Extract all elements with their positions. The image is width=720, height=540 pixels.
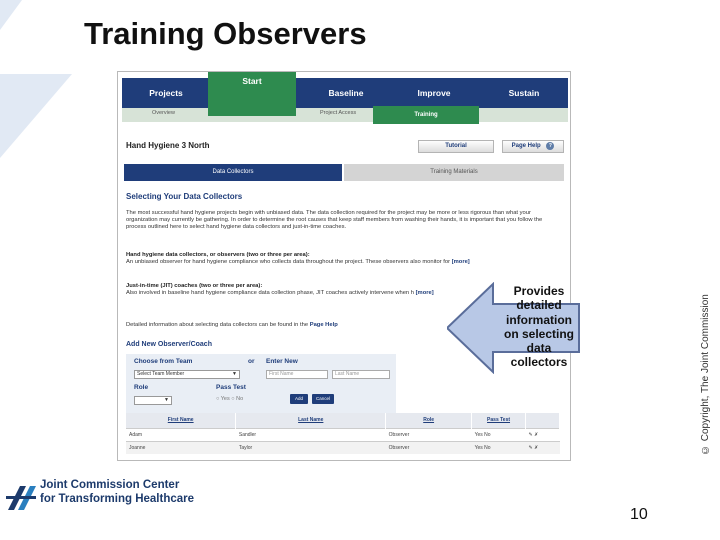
cell-first-name: Adam — [126, 428, 236, 441]
header-actions — [526, 413, 560, 428]
logo-line-1: Joint Commission Center — [40, 479, 180, 491]
team-member-select[interactable] — [134, 370, 240, 379]
first-name-input[interactable]: First Name — [266, 370, 328, 379]
header-last-name[interactable]: Last Name — [236, 413, 386, 428]
cell-last-name: Sandler — [236, 428, 386, 441]
jit-text: Also involved in baseline hand hygiene compliance data collection phase, JIT coaches actively intervene when h — [126, 290, 414, 297]
subnav-project-access[interactable]: Project Access — [320, 110, 357, 116]
cancel-button[interactable]: Cancel — [312, 394, 334, 404]
add-button[interactable]: Add — [290, 394, 308, 404]
subnav-overview[interactable]: Overview — [152, 110, 175, 116]
detail-line — [126, 322, 496, 329]
tutorial-button[interactable]: Tutorial — [418, 140, 494, 153]
page-number: 10 — [630, 506, 648, 523]
nav-improve[interactable]: Improve — [417, 88, 451, 98]
cell-edit-delete-icon[interactable]: ✎ ✗ — [526, 428, 560, 441]
help-icon: ? — [546, 142, 554, 150]
observers-more-link[interactable]: [more] — [451, 259, 470, 266]
app-screenshot — [117, 71, 571, 461]
cell-pass-test[interactable]: Yes No — [472, 428, 526, 441]
chevron-down-icon: ▼ — [232, 371, 237, 377]
nav-start[interactable]: Start — [208, 71, 296, 116]
page-help-label: Page Help — [511, 143, 541, 149]
tab-data-collectors[interactable]: Data Collectors — [124, 164, 342, 181]
corner-decoration — [0, 0, 80, 160]
nav-baseline[interactable]: Baseline — [328, 88, 364, 98]
subnav-training[interactable]: Training — [373, 106, 479, 124]
radio-no-icon[interactable]: ○ — [231, 396, 235, 402]
cell-role: Observer — [386, 428, 472, 441]
joint-commission-logo — [6, 478, 206, 522]
header-pass-test: Pass Test — [472, 413, 526, 428]
choose-team-label: Choose from Team — [134, 358, 193, 365]
radio-yes-label: Yes — [220, 396, 230, 402]
header-role[interactable]: Role — [386, 413, 472, 428]
logo-text — [40, 478, 194, 506]
radio-yes-icon[interactable]: ○ — [216, 396, 220, 402]
cell-last-name: Taylor — [236, 441, 386, 454]
team-member-select-value: Select Team Member — [137, 371, 185, 377]
add-observer-heading: Add New Observer/Coach — [126, 341, 212, 348]
jit-heading: Just-in-time (JIT) coaches (two or three per area): — [126, 283, 263, 289]
nav-projects[interactable]: Projects — [149, 88, 183, 98]
chevron-down-icon: ▼ — [164, 397, 169, 403]
observers-text: An unbiased observer for hand hygiene compliance who collects data throughout the project. These observers also monitor for — [126, 259, 451, 266]
radio-no-label: No — [236, 396, 244, 402]
table-header-row — [126, 413, 560, 428]
callout-text: Provides detailed information on selecting data collectors — [503, 284, 574, 370]
role-label: Role — [134, 384, 149, 391]
intro-paragraph: The most successful hand hygiene projects begin with unbiased data. The data collection required for the project may be more or less rigorous than what your organization may currently be gathering. In order to determine the root causes that keep staff members from washing their hands, it is important that you follow the process outlined here to select hand hygiene data collectors and just-in-time coaches. — [126, 210, 543, 231]
page-help-link[interactable]: Page Help — [309, 322, 338, 328]
cell-pass-test[interactable]: Yes No — [472, 441, 526, 454]
observers-block — [126, 252, 562, 266]
or-label: or — [248, 358, 255, 365]
copyright-notice: © Copyright, The Joint Commission — [700, 294, 711, 456]
observers-heading: Hand hygiene data collectors, or observers (two or three per area): — [126, 252, 310, 258]
cell-role: Observer — [386, 441, 472, 454]
jit-block — [126, 283, 496, 297]
observers-table — [126, 413, 560, 454]
main-nav — [122, 78, 568, 108]
section-title: Selecting Your Data Collectors — [126, 192, 243, 201]
header-first-name[interactable]: First Name — [126, 413, 236, 428]
tab-training-materials[interactable]: Training Materials — [344, 164, 564, 181]
slide-title: Training Observers — [84, 16, 367, 51]
page-help-button[interactable] — [502, 140, 564, 153]
jit-more-link[interactable]: [more] — [415, 290, 434, 297]
cell-edit-delete-icon[interactable]: ✎ ✗ — [526, 441, 560, 454]
sub-nav — [122, 108, 568, 122]
table-row — [126, 428, 560, 441]
nav-sustain[interactable]: Sustain — [508, 88, 540, 98]
pass-test-label: Pass Test — [216, 384, 246, 391]
enter-new-label: Enter New — [266, 358, 298, 365]
logo-line-2: for Transforming Healthcare — [40, 493, 195, 505]
pass-test-radios[interactable] — [216, 396, 243, 402]
last-name-input[interactable]: Last Name — [332, 370, 390, 379]
add-observer-form — [126, 354, 396, 414]
page-title: Hand Hygiene 3 North — [126, 141, 210, 150]
role-select[interactable] — [134, 396, 172, 405]
table-row — [126, 441, 560, 454]
logo-mark-icon — [6, 482, 36, 512]
cell-first-name: Joanne — [126, 441, 236, 454]
detail-text: Detailed information about selecting data collectors can be found in the — [126, 322, 309, 328]
